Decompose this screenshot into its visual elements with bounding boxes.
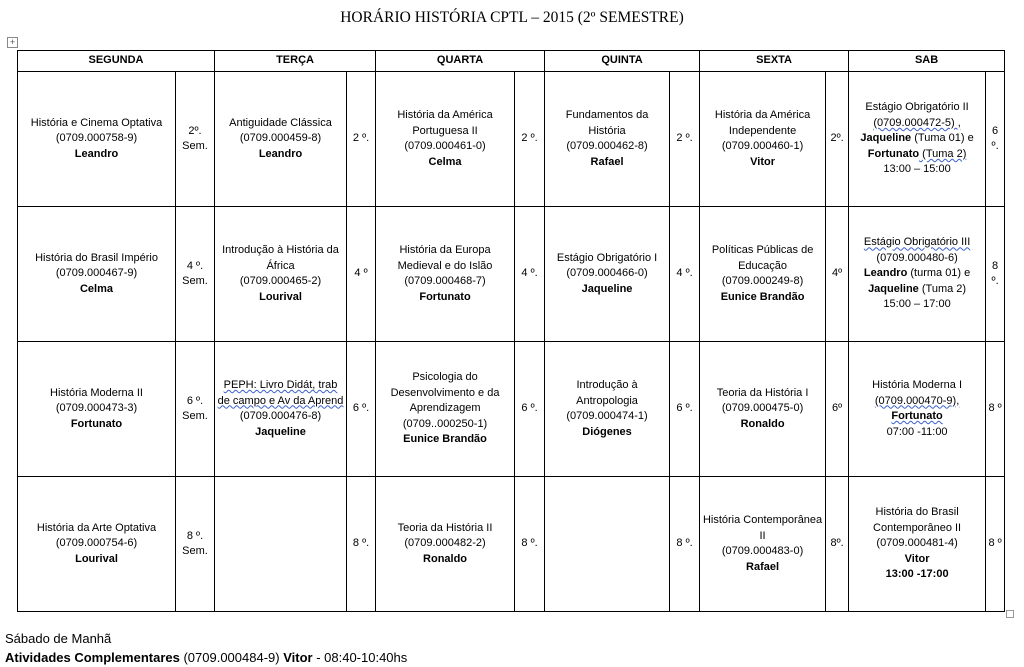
course-cell[interactable]: Introdução à Antropologia (0709.000474-1) Diógenes — [545, 342, 670, 477]
course-cell[interactable]: Fundamentos da História (0709.000462-8) Rafael — [545, 72, 670, 207]
semester-cell: 4 º — [347, 207, 376, 342]
day-header-quarta: QUARTA — [376, 51, 545, 72]
semester-cell: 2 º. — [515, 72, 545, 207]
day-header-segunda: SEGUNDA — [18, 51, 215, 72]
semester-cell: 2º. Sem. — [176, 72, 215, 207]
footer-notes — [5, 629, 407, 667]
course-cell[interactable]: Estágio Obrigatório II (0709.000472-5) , Jaqueline (Tuma 01) e Fortunato (Tuma 2) 13:00 – 15:00 — [849, 72, 986, 207]
empty-course-cell[interactable] — [215, 477, 347, 612]
table-row — [18, 72, 1005, 207]
empty-course-cell[interactable] — [545, 477, 670, 612]
day-header-sexta: SEXTA — [700, 51, 849, 72]
semester-cell: 8 º — [986, 477, 1005, 612]
semester-cell: 4 º. — [670, 207, 700, 342]
semester-cell: 8 º. — [347, 477, 376, 612]
course-cell[interactable]: Teoria da História I (0709.000475-0) Ronaldo — [700, 342, 826, 477]
semester-cell: 6 º. — [986, 72, 1005, 207]
course-cell[interactable]: História Contemporânea II (0709.000483-0) Rafael — [700, 477, 826, 612]
footer-line-activity: Atividades Complementares (0709.000484-9) Vitor - 08:40-10:40hs — [5, 650, 408, 665]
semester-cell: 6 º. Sem. — [176, 342, 215, 477]
course-cell[interactable]: História da Europa Medieval e do Islão (0709.000468-7) Fortunato — [376, 207, 515, 342]
semester-cell: 6 º. — [347, 342, 376, 477]
course-cell[interactable]: História da América Portuguesa II (0709.000461-0) Celma — [376, 72, 515, 207]
course-cell[interactable]: Introdução à História da África (0709.000465-2) Lourival — [215, 207, 347, 342]
header-row — [18, 51, 1005, 72]
table-row — [18, 477, 1005, 612]
semester-cell: 6º — [826, 342, 849, 477]
semester-cell: 4º — [826, 207, 849, 342]
semester-cell: 8 º — [986, 342, 1005, 477]
course-cell[interactable]: Estágio Obrigatório I (0709.000466-0) Jaqueline — [545, 207, 670, 342]
table-move-handle-icon[interactable]: + — [7, 37, 18, 48]
course-cell[interactable]: História do Brasil Contemporâneo II (0709.000481-4) Vitor 13:00 -17:00 — [849, 477, 986, 612]
semester-cell: 8 º. Sem. — [176, 477, 215, 612]
table-row — [18, 342, 1005, 477]
schedule-table — [17, 50, 1005, 612]
semester-cell: 4 º. Sem. — [176, 207, 215, 342]
course-cell[interactable]: História da Arte Optativa (0709.000754-6) Lourival — [18, 477, 176, 612]
course-cell[interactable]: PEPH: Livro Didát, trab de campo e Av da Aprend (0709.000476-8) Jaqueline — [215, 342, 347, 477]
table-resize-handle[interactable] — [1006, 610, 1014, 618]
course-cell[interactable]: Psicologia do Desenvolvimento e da Aprendizagem (0709..000250-1) Eunice Brandão — [376, 342, 515, 477]
semester-cell: 2 º. — [670, 72, 700, 207]
day-header-sab: SAB — [849, 51, 1005, 72]
semester-cell: 8 º. — [515, 477, 545, 612]
footer-line-saturday: Sábado de Manhã — [5, 631, 112, 646]
day-header-terca: TERÇA — [215, 51, 376, 72]
semester-cell: 6 º. — [515, 342, 545, 477]
course-cell[interactable]: Antiguidade Clássica (0709.000459-8) Leandro — [215, 72, 347, 207]
semester-cell: 8 º. — [986, 207, 1005, 342]
course-cell[interactable]: História do Brasil Império (0709.000467-9) Celma — [18, 207, 176, 342]
semester-cell: 8 º. — [670, 477, 700, 612]
day-header-quinta: QUINTA — [545, 51, 700, 72]
course-cell[interactable]: História Moderna II (0709.000473-3) Fortunato — [18, 342, 176, 477]
semester-cell: 6 º. — [670, 342, 700, 477]
semester-cell: 8º. — [826, 477, 849, 612]
semester-cell: 2 º. — [347, 72, 376, 207]
course-cell[interactable]: Políticas Públicas de Educação (0709.000249-8) Eunice Brandão — [700, 207, 826, 342]
course-cell[interactable]: Estágio Obrigatório III (0709.000480-6) Leandro (turma 01) e Jaqueline (Tuma 2) 15:00 – 17:00 — [849, 207, 986, 342]
course-cell[interactable]: História da América Independente (0709.000460-1) Vitor — [700, 72, 826, 207]
course-cell[interactable]: Teoria da História II (0709.000482-2) Ronaldo — [376, 477, 515, 612]
semester-cell: 4 º. — [515, 207, 545, 342]
course-cell[interactable]: História e Cinema Optativa (0709.000758-9) Leandro — [18, 72, 176, 207]
course-cell[interactable]: História Moderna I (0709.000470-9), Fortunato 07:00 -11:00 — [849, 342, 986, 477]
page-title: HORÁRIO HISTÓRIA CPTL – 2015 (2º SEMESTRE) — [340, 9, 684, 26]
semester-cell: 2º. — [826, 72, 849, 207]
table-row — [18, 207, 1005, 342]
